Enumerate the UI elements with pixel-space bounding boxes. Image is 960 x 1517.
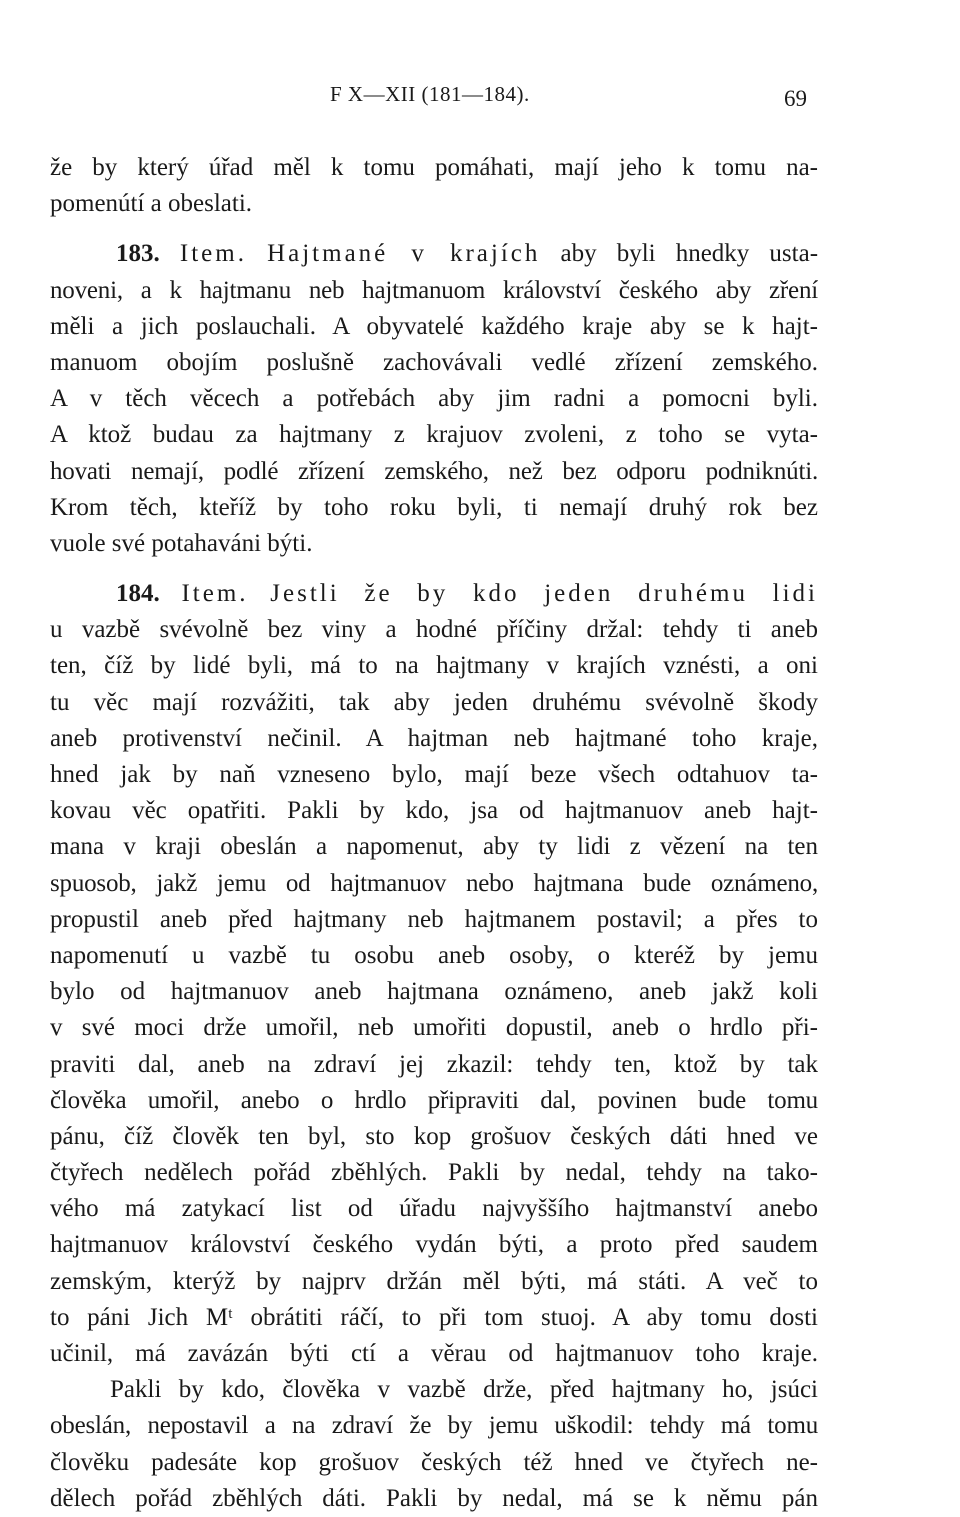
running-head: F X—XII (181—184).: [330, 82, 530, 106]
text-line: mana v kraji obeslán a napomenut, aby ty lidi z vězení na ten: [50, 833, 818, 861]
text-line: manuom obojím poslušně zachovávali vedlé zřízení zemského.: [50, 348, 818, 376]
text-line: učinil, má zavázán býti ctí a věrau od hajtmanuov toho kraje.: [50, 1340, 818, 1367]
text-line: vého má zatykací list od úřadu najvyššího hajtmanství anebo: [50, 1195, 818, 1223]
text-line: ten, číž by lidé byli, má to na hajtmany v krajích vznésti, a oni: [50, 652, 818, 680]
text-line: čtyřech nedělech pořád zběhlých. Pakli by nedal, tehdy na tako-: [50, 1159, 818, 1187]
text-line: kovau věc opatřiti. Pakli by kdo, jsa od hajtmanuov aneb hajt-: [50, 797, 818, 825]
page-header: [0, 82, 960, 118]
text-line: Krom těch, kteříž by toho roku byli, ti nemají druhý rok bez: [50, 493, 818, 521]
text-line: noveni, a k hajtmanu neb hajtmanuom království českého aby zření: [50, 276, 818, 304]
text-line: člověku padesáte kop grošuov českých též hned ve čtyřech ne-: [50, 1448, 818, 1476]
text-line: spuosob, jakž jemu od hajtmanuov nebo hajtmana bude oznámeno,: [50, 869, 818, 897]
paragraph-start-line: Pakli by kdo, člověka v vazbě drže, před hajtmany ho, jsúci: [110, 1376, 818, 1404]
text-line: pomenútí a obeslati.: [50, 190, 253, 218]
text-line: hajtmanuov království českého vydán býti, a proto před saudem: [50, 1231, 818, 1259]
spaced-emphasis: Jestli že by kdo jeden druhému lidi: [270, 580, 818, 608]
text-line: propustil aneb před hajtmany neb hajtmanem postavil; a přes to: [50, 905, 818, 933]
text-line: měli a jich poslauchali. A obyvatelé každého kraje aby se k hajt-: [50, 312, 818, 340]
text-line: A v těch věcech a potřebách aby jim radni a pomocni byli.: [50, 385, 818, 413]
page-number: 69: [784, 86, 807, 111]
section-184-heading-line: [50, 576, 818, 612]
body-text: [50, 150, 818, 1517]
spaced-emphasis: Hajtmané v krajích: [267, 240, 541, 268]
section-number: 184.: [116, 580, 160, 608]
section-item: Item.: [179, 240, 247, 268]
text-line: člověka umořil, anebo o hrdlo připraviti dal, povinen bude tomu: [50, 1086, 818, 1114]
text-line: u vazbě svévolně bez viny a hodné příčiny držal: tehdy ti aneb: [50, 616, 818, 644]
section-183-heading-line: [50, 236, 818, 272]
text-line: obeslán, nepostavil a na zdraví že by jemu uškodil: tehdy má tomu: [50, 1412, 818, 1440]
text-line: tu věc mají rozvážiti, tak aby jeden druhému svévolně škody: [50, 688, 818, 716]
section-number: 183.: [116, 240, 160, 268]
section-item: Item.: [181, 580, 249, 608]
text-line: pánu, číž člověk ten byl, sto kop grošuov českých dáti hned ve: [50, 1122, 818, 1150]
text-line: hovati nemají, podlé zřízení zemského, než bez odporu podniknúti.: [50, 457, 818, 485]
text-line: aneb protivenství nečinil. A hajtman neb hajtmané toho kraje,: [50, 724, 818, 752]
text-line: A ktož budau za hajtmany z krajuov zvoleni, z toho se vyta-: [50, 421, 818, 449]
text-line: v své moci drže umořil, neb umořiti dopustil, aneb o hrdlo při-: [50, 1014, 818, 1042]
text-line: praviti dal, aneb na zdraví jej zkazil: tehdy ten, ktož by tak: [50, 1050, 818, 1078]
text-line: vuole své potahaváni býti.: [50, 529, 313, 557]
text-line: napomenutí u vazbě tu osobu aneb osoby, o kteréž by jemu: [50, 941, 818, 969]
line-tail: aby byli hnedky usta-: [540, 240, 819, 268]
text-line: že by který úřad měl k tomu pomáhati, mají jeho k tomu na-: [50, 154, 818, 181]
text-line: hned jak by naň vzneseno bylo, mají beze všech odtahuov ta-: [50, 761, 818, 788]
text-line: zemským, kterýž by najprv držán měl býti, má státi. A več to: [50, 1267, 818, 1295]
text-line: dělech pořád zběhlých dáti. Pakli by nedal, má se k němu pán: [50, 1484, 818, 1512]
text-line: to páni Jich Mᵗ obrátiti ráčí, to při tom stuoj. A aby tomu dosti: [50, 1303, 818, 1331]
text-line: bylo od hajtmanuov aneb hajtmana oznámeno, aneb jakž koli: [50, 978, 818, 1006]
